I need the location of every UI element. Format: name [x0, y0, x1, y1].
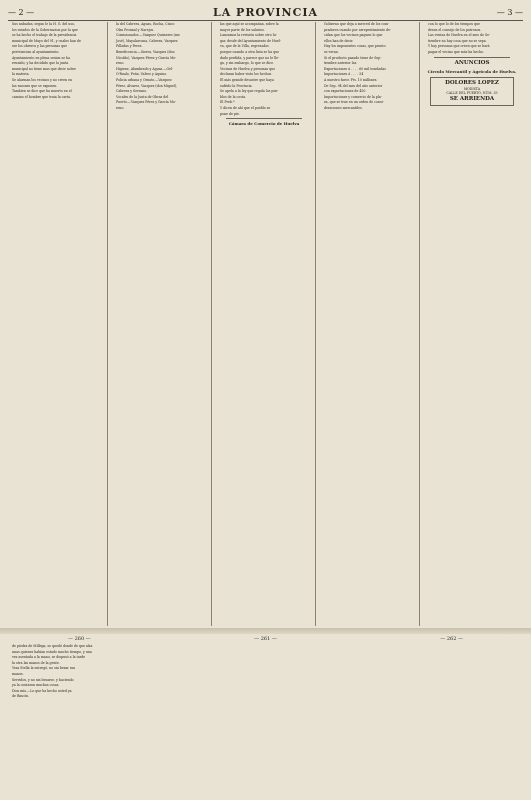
col3-paragraph: El más grande desastre que haya: [220, 77, 274, 82]
lower-columns: [8, 644, 523, 794]
col1-paragraph: Se alarman los vecinos y no creen en: [12, 77, 73, 82]
col5-paragraph: Y hay personas que creen que se hará: [428, 44, 490, 49]
column-2: [112, 22, 212, 626]
col5-paragraph: tiembre no hay cosa que no se sepa.: [428, 38, 487, 43]
col1-paragraph: municipal no tiene mas que decir sobre: [12, 66, 76, 71]
col2-paragraph: José), Mayalarcuna, Cabrera, Vazquez: [116, 38, 178, 43]
col2-paragraph: Pilladas y Perez.: [116, 44, 143, 49]
lower-paragraph: la otra las manos de la gente.: [12, 660, 60, 665]
lower-page-number-left: — 260 —: [68, 636, 91, 642]
col4-paragraph: con exportaciones de 450.: [324, 89, 367, 94]
lower-paragraph: manos.: [12, 671, 24, 676]
advertisement: [430, 77, 514, 106]
lower-paragraph: Servidos, y no sin besarse, y haciendo: [12, 677, 74, 682]
col2-paragraph: Pérez, Alvarez, Vazquez (don Miguel),: [116, 83, 178, 88]
col3-paragraph: declaran haber visto los hechos.: [220, 72, 273, 77]
col1-paragraph: reunido, y ha decidido que la junta: [12, 61, 69, 66]
page-number-right: — 3 —: [496, 7, 523, 17]
lower-page-header: [8, 636, 523, 644]
col4-paragraph: Gobierno que deja a merced de los com-: [324, 22, 390, 26]
ad-name: DOLORES LOPEZ: [445, 79, 499, 86]
col1-paragraph: Tambien se dice que ha muerto en el: [12, 89, 72, 94]
lower-paragraph: de piedra de Millega, se quedó donde de que alza: [12, 644, 93, 648]
col2-paragraph: Cabrera y Serrano.: [116, 89, 147, 94]
camara-headline: Cámara de Comercio de Huelva: [228, 121, 300, 127]
col2-paragraph: Olas Pesimal y Narejos.: [116, 27, 155, 32]
anuncios-headline: ANUNCIOS: [454, 59, 490, 66]
col3-paragraph: gar, desde del Ayuntamiento de Huel-: [220, 38, 281, 43]
col3-paragraph: dado perdida, y parece que no le lle-: [220, 55, 280, 60]
col3-paragraph: Lanzamos la revisión sobre otro lu-: [220, 33, 277, 38]
col5-paragraph: desea el consejo de los patronos.: [428, 27, 482, 32]
ad-address: CALLE DEL PUERTO, NÚM. 35: [446, 91, 498, 96]
section-divider: [434, 57, 510, 58]
col2-paragraph: reno.: [116, 61, 125, 66]
lower-column: [8, 644, 523, 794]
col4-paragraph: De Sep. 94 del mes del año anterior: [324, 83, 383, 88]
col3-paragraph: El Preb.º: [220, 100, 235, 105]
col2-paragraph: O'Rualo, Peña, Valero y Aquino.: [116, 72, 168, 77]
circulo-headline: Círculo Mercantil y Agrícola de Huelva.: [427, 68, 517, 74]
col4-paragraph: A nuestro favor. Pts. 10 millones.: [324, 77, 378, 82]
col2-paragraph: Puerto.—Vazquez Pérez y García Mo-: [116, 100, 176, 105]
col3-paragraph: las que aquí se acompañan, sobre la: [220, 22, 279, 26]
col1-paragraph: municipal de Mayo del 91, y cuales han de: [12, 38, 81, 43]
column-4: [320, 22, 420, 626]
upper-page-columns: [8, 22, 523, 626]
lower-paragraph: Yesa Stella la entregó, no sin besar sus: [12, 666, 76, 671]
col3-paragraph: Y dicen de ahí que el pueblo se: [220, 105, 271, 110]
column-3: [216, 22, 316, 626]
ad-subtitle: MODISTA: [463, 86, 481, 91]
col3-paragraph: Se apela a la ley que regula los pue-: [220, 89, 279, 94]
col4-paragraph: Exportaciones á . . . . 60 mil toneladas: [324, 66, 386, 71]
col3-paragraph: Vecinos de Huelva y personas que: [220, 66, 276, 71]
lower-paragraph: Dios mío.—Lo que ha hecho usted ya: [12, 688, 72, 693]
col5-paragraph: con lo que lo de los tiempos que: [428, 22, 480, 26]
col2-paragraph: Nicolás), Vazquez Pérez y García Mo-: [116, 55, 177, 60]
col3-paragraph: va, que de la Villa, regresados: [220, 44, 269, 49]
col2-paragraph: reno.: [116, 105, 125, 110]
col3-paragraph: mayor parte de los salarios.: [220, 27, 265, 32]
col1-paragraph: camino el hombre que traia la carta.: [12, 94, 72, 99]
col1-paragraph: los estados de la Gobernacion por la que: [12, 27, 78, 32]
col2-paragraph: Higiene, Alumbrado y Aguas.—Gel-: [116, 66, 174, 71]
col5-paragraph: pagar el vecino que más ha hecho.: [428, 49, 484, 54]
masthead: [8, 4, 523, 21]
lower-page-number-right: — 262 —: [440, 636, 463, 642]
col1-paragraph: Ayuntamiento en plena sesion se ha: [12, 55, 70, 60]
col1-paragraph: la materia.: [12, 72, 30, 77]
lower-paragraph: de Rincón.: [12, 694, 30, 699]
col3-paragraph: pone de pie.: [220, 111, 240, 116]
col3-paragraph: sufrido la Provincia.: [220, 83, 253, 88]
column-1: [8, 22, 108, 626]
ad-tagline: SE ARRIENDA: [449, 95, 495, 102]
newspaper-title: LA PROVINCIA: [212, 5, 319, 19]
col1-paragraph: pertenecian al ayuntamiento.: [12, 49, 60, 54]
col4-paragraph: deraciones mercantiles.: [324, 105, 363, 110]
section-divider: [226, 118, 302, 119]
col2-paragraph: Beneficencia.—Sierra, Vazquez (don: [116, 49, 175, 54]
col2-paragraph: Policia urbana y Ornato.—Vazquez: [116, 77, 172, 82]
col2-paragraph: Comisionados.—Vazquez Quimeres (me: [116, 33, 180, 38]
column-5: [424, 22, 523, 626]
col4-paragraph: ellos han de decir.: [324, 38, 354, 43]
col3-paragraph: ga, y sin embargo, lo que se dice.: [220, 61, 275, 66]
col4-paragraph: cidan que los vecinos paguen lo que: [324, 33, 383, 38]
page-fold: [0, 628, 531, 634]
col4-paragraph: Si el producto pasado tiene de Sep-: [324, 55, 382, 60]
col1-paragraph: Sus nubadas, segun le la H. G. del uso,: [12, 22, 75, 26]
col4-paragraph: za, que se trae en un orden de consi-: [324, 100, 384, 105]
col1-paragraph: las razones que se exponen.: [12, 83, 58, 88]
lower-paragraph: ya la contaron muchas cosas.: [12, 683, 60, 688]
col4-paragraph: Importaciones y comercio de la pla-: [324, 94, 382, 99]
col4-paragraph: Importaciones á . . . . 54: [324, 72, 364, 77]
col1-paragraph: ser los obreros y las personas que: [12, 44, 68, 49]
lower-page-number-mid: — 261 —: [254, 636, 277, 642]
col4-paragraph: tiembre anterior las: [324, 61, 357, 66]
lower-page: [8, 636, 523, 796]
col5-paragraph: Las ventas de Huelva en el mes de Se-: [428, 33, 491, 38]
col3-paragraph: blos de la costa.: [220, 94, 247, 99]
col4-paragraph: se veran.: [324, 49, 339, 54]
col3-paragraph: porque cuando a otra lista se ha que: [220, 49, 280, 54]
col2-paragraph: la del Cabrera, Aguas, Rocha, Cinco: [116, 22, 175, 26]
lower-paragraph: vez asentada a la mano, se dispusó a la tarde: [12, 655, 86, 660]
col2-paragraph: Vocales de la Junta de Obras del: [116, 94, 169, 99]
col1-paragraph: se ha hecho el trabajo de la presidencia: [12, 33, 77, 38]
page-number-left: — 2 —: [8, 7, 35, 17]
col4-paragraph: Hay los imponentes cosas, que pronto: [324, 44, 386, 49]
col4-paragraph: pradores cuando por arrepentimiento de-: [324, 27, 392, 32]
lower-paragraph: unas quienes habían estado mucho tiempo, y una: [12, 649, 92, 654]
